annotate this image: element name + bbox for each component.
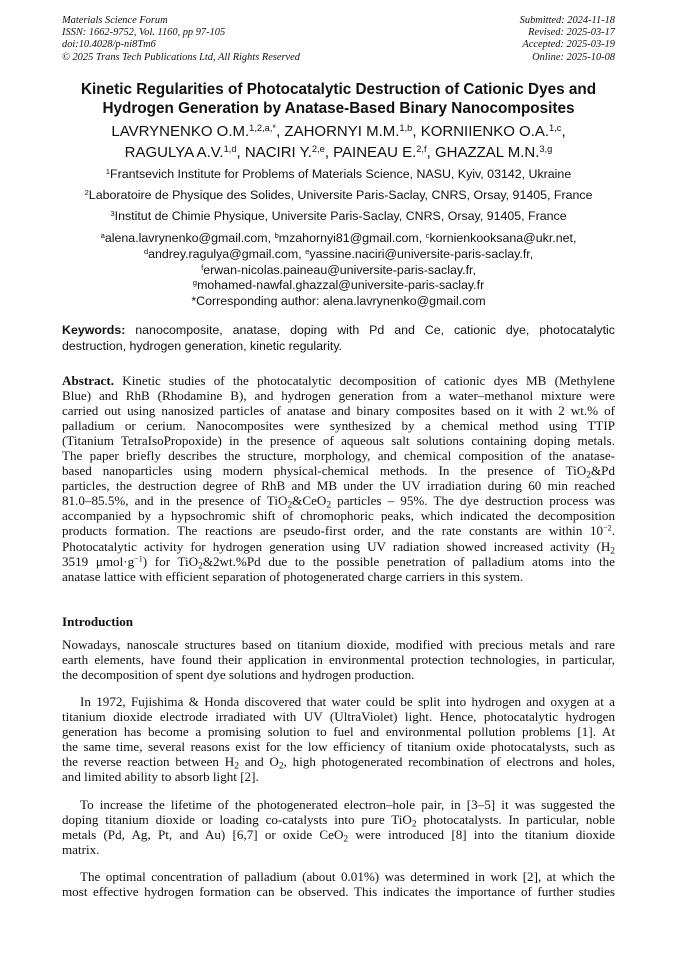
- email-marker: d: [143, 246, 149, 256]
- paragraph-line: the decomposition of spent dye solutions and hydrogen production.: [62, 667, 415, 683]
- email-marker: g: [192, 278, 198, 288]
- subscript: 2: [234, 761, 239, 772]
- abstract-text: products formation. The reactions are pseudo-first order, and the rate constants are within 10: [62, 523, 604, 539]
- paragraph-line: [62, 827, 615, 845]
- title-line: Kinetic Regularities of Photocatalytic Destruction of Cationic Dyes and: [80, 81, 597, 98]
- paragraph-text: the reverse reaction between H: [62, 754, 235, 770]
- paragraph-line: titanium dioxide electrode irradiated with UV (UltraViolet) light. Hence, photocatalytic hydrogen: [62, 709, 615, 725]
- paragraph-line: the same time, several reasons exist for the low efficiency of titanium oxide photocatalysts, such as: [62, 739, 615, 755]
- online-date: Online: 2025-10-08: [532, 51, 615, 63]
- subscript: 2: [287, 500, 293, 511]
- paragraph: [62, 694, 615, 784]
- keywords-label: Keywords:: [62, 323, 126, 337]
- affiliation-text: Frantsevich Institute for Problems of Materials Science, NASU, Kyiv, 03142, Ukraine: [110, 167, 572, 181]
- abstract-line: [62, 554, 615, 569]
- paragraph-text: were introduced [8] into the titanium dioxide: [348, 827, 615, 843]
- abstract-text: &Pd: [590, 463, 615, 479]
- abstract-line: Blue) and RhB (Rhodamine B), and hydrogen generation from a water–methanol mixture were: [62, 388, 615, 404]
- paragraph-line: In 1972, Fujishima & Honda discovered that water could be split into hydrogen and oxygen at a: [80, 694, 615, 709]
- paragraph-line: To increase the lifetime of the photogenerated electron–hole pair, in [3–5] it was suggested the: [80, 797, 615, 812]
- author-affil-marker: 1,c: [549, 122, 562, 133]
- issn-line: ISSN: 1662-9752, Vol. 1160, pp 97-105: [62, 27, 226, 39]
- author-separator: ,: [561, 123, 566, 140]
- email-link[interactable]: andrey.ragulya@gmail.com: [148, 246, 299, 261]
- abstract-line: [62, 463, 615, 481]
- email-link[interactable]: mohamed-nawfal.ghazzal@universite-paris-saclay.fr: [197, 278, 485, 293]
- email-marker: f: [201, 262, 204, 272]
- publication-dates: [520, 15, 615, 64]
- abstract-line: [62, 539, 615, 554]
- abstract-text: particles – 95%. The dye destruction process was: [331, 493, 615, 509]
- affiliation-number: 1: [105, 166, 111, 176]
- subscript: 2: [411, 819, 417, 830]
- author-name: ZAHORNYI M.M.: [284, 123, 400, 140]
- keywords-block: [62, 323, 615, 354]
- corresponding-author: *Corresponding author: alena.lavrynenko@gmail.com: [191, 294, 486, 309]
- author-affil-marker: 1,d: [223, 143, 237, 154]
- paragraph-line: matrix.: [62, 842, 100, 858]
- abstract-text: &2wt.%Pd due to the possible penetration of palladium atoms into the: [202, 553, 615, 569]
- author-line: [62, 142, 615, 163]
- abstract-text: based nanoparticles using modern physical-chemical methods. In the presence of TiO: [62, 463, 587, 479]
- author-name: RAGULYA A.V.: [124, 144, 224, 161]
- abstract-text: 3519 μmol·g: [62, 553, 135, 569]
- accepted-date: Accepted: 2025-03-19: [522, 39, 615, 51]
- email-link[interactable]: kornienkooksana@ukr.net: [429, 231, 573, 245]
- subscript: 2: [610, 545, 615, 556]
- author-separator: ,: [276, 123, 285, 140]
- paragraph-text: metals (Pd, Ag, Pt, and Au) [6,7] or oxide CeO: [62, 827, 344, 843]
- abstract-line: The paper briefly describes the structure, morphology, and chemical composition of the anatase-: [62, 448, 615, 464]
- email-line: $^d$andrey.ragulya@gmail.com, $^e$yassine.naciri@universite-paris-saclay.fr,: [143, 246, 534, 261]
- email-link[interactable]: erwan-nicolas.paineau@universite-paris-saclay.fr: [203, 262, 473, 277]
- email-line: [62, 278, 615, 294]
- abstract-text: Photocatalytic activity for hydrogen generation using UV radiation showed increased activity (H: [62, 538, 611, 554]
- author-separator: ,: [236, 144, 245, 161]
- affiliation-text: Laboratoire de Physique des Solides, Universite Paris-Saclay, CNRS, Orsay, 91405, France: [88, 188, 593, 202]
- abstract-label: Abstract.: [62, 373, 114, 388]
- abstract-line: accompanied by a hypsochromic shift of chromophoric peaks, which indicated the decomposition: [62, 508, 615, 524]
- paragraph: [62, 797, 615, 857]
- author-line: [62, 121, 615, 142]
- abstract-text: 81.0–85.5%, and in the presence of TiO: [62, 493, 288, 509]
- revised-date: Revised: 2025-03-17: [528, 27, 615, 39]
- abstract-line: anatase lattice with efficient separation of photogenerated charge carriers in this system.: [62, 568, 524, 584]
- email-marker: c: [425, 230, 430, 240]
- author-affil-marker: 1,2,a,*: [249, 122, 277, 133]
- paragraph-line: [62, 812, 615, 830]
- abstract-line: palladium or cerium. Nanocomposites were synthesized by a chemical method using TTIP: [62, 418, 615, 434]
- abstract-text: &CeO: [292, 493, 327, 509]
- paragraph: [62, 869, 615, 899]
- abstract-line: [62, 373, 615, 388]
- abstract-line: particles, the destruction degree of RhB and MB under the UV irradiation during 60 min reached: [62, 478, 615, 494]
- author-separator: ,: [426, 144, 435, 161]
- subscript: 2: [343, 834, 349, 845]
- journal-name: Materials Science Forum: [62, 15, 168, 26]
- abstract-line: [62, 523, 615, 538]
- abstract-text: Kinetic studies of the photocatalytic decomposition of cationic dyes MB (Methylene: [122, 373, 615, 388]
- superscript: −2: [603, 524, 612, 534]
- email-marker: e: [305, 246, 310, 256]
- paragraph-line: most effective hydrogen formation can be observed. This indicates the importance of further studies: [62, 884, 615, 900]
- author-separator: ,: [324, 144, 334, 161]
- email-link[interactable]: alena.lavrynenko@gmail.com: [104, 231, 268, 245]
- subscript: 2: [326, 500, 332, 511]
- affiliation-number: 2: [84, 187, 89, 197]
- email-link[interactable]: mzahornyi81@gmail.com: [278, 231, 419, 245]
- author-name: NACIRI Y.: [244, 144, 312, 161]
- paragraph: [62, 637, 615, 682]
- affiliation-item: [62, 187, 615, 208]
- email-link[interactable]: yassine.naciri@universite-paris-saclay.fr: [309, 246, 530, 261]
- email-marker: a: [100, 230, 105, 240]
- email-line: $^a$alena.lavrynenko@gmail.com, $^b$mzahornyi81@gmail.com, $^c$kornienkooksana@ukr.net,: [100, 230, 577, 245]
- paragraph-text: and O: [238, 754, 279, 770]
- email-list: [62, 231, 615, 310]
- paragraph-text: , high photogenerated recombination of electrons and holes,: [283, 754, 615, 770]
- author-affil-marker: 3,g: [539, 143, 553, 154]
- title-line: Hydrogen Generation by Anatase-Based Binary Nanocomposites: [102, 100, 575, 117]
- author-separator: ,: [412, 123, 421, 140]
- abstract-block: [62, 373, 615, 584]
- keywords-text: nanocomposite, anatase, doping with Pd and Ce, cationic dye, photocatalytic: [135, 323, 615, 337]
- affiliation-list: [62, 166, 615, 229]
- affiliation-text: Institut de Chimie Physique, Universite Paris-Saclay, CNRS, Orsay, 91405, France: [114, 209, 567, 223]
- paragraph-line: earth elements, have found their application in environmental protection technologies, in particular,: [62, 652, 615, 668]
- paragraph-line: Nowadays, nanoscale structures based on titanium dioxide, modified with precious metals and rare: [62, 637, 615, 652]
- section-heading: Introduction: [62, 614, 134, 629]
- abstract-line: (Titanium TetraIsoPropoxide) in the presence of aqueous salt solutions containing doping metals.: [62, 433, 615, 449]
- author-name: GHAZZAL M.N.: [434, 144, 540, 161]
- copyright-line: © 2025 Trans Tech Publications Ltd, All Rights Reserved: [62, 51, 300, 63]
- abstract-line: carried out using nanosized particles of anatase and binary composites based on it with 2 wt.% of: [62, 403, 615, 419]
- author-affil-marker: 2,e: [311, 143, 325, 154]
- author-name: LAVRYNENKO O.M.: [111, 123, 250, 140]
- author-affil-marker: 2,f: [416, 143, 427, 154]
- paper-title: [62, 80, 615, 118]
- paragraph-line: and limited ability to absorb light [2].: [62, 769, 259, 785]
- keywords-line: destruction, hydrogen generation, kinetic regularity.: [62, 338, 343, 353]
- paragraph-line: [62, 754, 615, 772]
- author-name: PAINEAU E.: [333, 144, 417, 161]
- email-marker: b: [274, 230, 279, 240]
- keywords-line: [62, 323, 615, 339]
- abstract-text: ) for TiO: [142, 553, 199, 569]
- superscript: −1: [134, 554, 143, 564]
- author-affil-marker: 1,b: [399, 122, 413, 133]
- paragraph-line: The optimal concentration of palladium (about 0.01%) was determined in work [2], at which the: [80, 869, 615, 884]
- author-list: [62, 121, 615, 163]
- subscript: 2: [278, 761, 284, 772]
- subscript: 2: [198, 560, 203, 571]
- submitted-date: Submitted: 2024-11-18: [519, 15, 615, 26]
- subscript: 2: [586, 470, 591, 481]
- affiliation-number: 3: [110, 208, 115, 218]
- abstract-text: .: [611, 523, 615, 539]
- author-name: KORNIIENKO O.A.: [420, 123, 550, 140]
- affiliation-item: [62, 166, 615, 187]
- email-line: $^f$erwan-nicolas.paineau@universite-paris-saclay.fr,: [201, 262, 476, 277]
- abstract-line: [62, 493, 615, 511]
- paragraph-text: doping titanium dioxide or loading co-catalysts into pure TiO: [62, 812, 412, 828]
- paragraph-text: photocatalysts. In particular, noble: [416, 812, 615, 828]
- paragraph-line: generation has become a promising solution to fuel and environmental pollution problems [1]. At: [62, 724, 615, 740]
- publication-info: [62, 15, 300, 64]
- doi-line[interactable]: doi:10.4028/p-ni8Tm6: [62, 39, 156, 51]
- affiliation-item: [62, 208, 615, 229]
